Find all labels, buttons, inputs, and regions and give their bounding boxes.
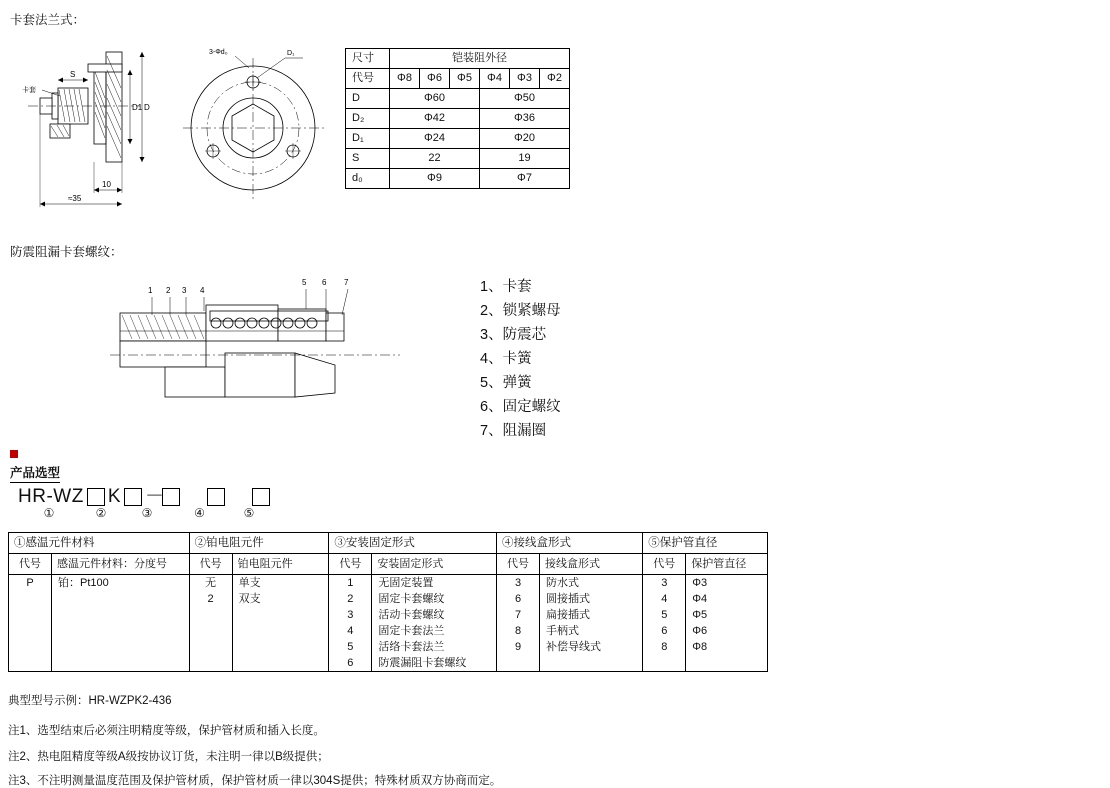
spec-col-3-codes	[329, 575, 372, 672]
legend-item-5: 5、弹簧	[480, 375, 532, 391]
spec-c4-code-4: 9	[514, 641, 522, 653]
spec-col-5-values	[686, 575, 768, 672]
spec-c4-val-4: 补偿导线式	[546, 641, 602, 653]
dim-code-3: Φ4	[480, 69, 510, 89]
spec-group-1: ①感温元件材料	[9, 533, 190, 554]
dim-row-left-4: Φ9	[390, 169, 480, 189]
dim-row-right-3: 19	[480, 149, 570, 169]
spec-c4-code-0: 3	[514, 577, 522, 589]
spec-subhdr-1-code: 代号	[9, 554, 52, 575]
spec-c4-val-0: 防水式	[546, 577, 580, 589]
spec-c4-val-2: 扁接插式	[546, 609, 591, 621]
svg-text:1: 1	[148, 286, 153, 295]
table-row	[346, 69, 570, 89]
spec-subhdr-5-code: 代号	[643, 554, 686, 575]
spec-col-1-values	[52, 575, 190, 672]
spec-c3-val-0: 无固定装置	[378, 577, 434, 589]
spec-c4-code-1: 6	[514, 593, 522, 605]
spec-c2-code-1: 2	[207, 593, 214, 605]
spec-col-2-codes	[189, 575, 232, 672]
spec-subhdr-2-code: 代号	[189, 554, 232, 575]
spec-c5-val-3: Φ6	[692, 625, 708, 637]
spec-c4-code-2: 7	[514, 609, 522, 621]
table-row	[346, 149, 570, 169]
legend-item-1: 1、卡套	[480, 279, 532, 295]
model-num-4: ④	[194, 506, 205, 520]
dim-row-right-1: Φ36	[480, 109, 570, 129]
svg-text:7: 7	[344, 278, 349, 287]
model-num-3: ③	[141, 506, 153, 520]
spec-c3-val-1: 固定卡套螺纹	[378, 593, 445, 605]
spec-c1-code-0: P	[26, 577, 34, 589]
dim-row-label-4: d₀	[346, 169, 390, 189]
dim-row-label-3: S	[346, 149, 390, 169]
spec-col-4-codes	[497, 575, 540, 672]
dim-header-armor: 铠装阻外径	[390, 49, 570, 69]
spec-col-2-values	[232, 575, 329, 672]
legend-item-4: 4、卡簧	[480, 351, 532, 367]
model-code-builder	[18, 481, 273, 508]
legend-item-3: 3、防震芯	[480, 327, 547, 343]
spec-c3-code-5: 6	[347, 657, 354, 669]
model-code-prefix: HR-WZ	[18, 486, 84, 507]
svg-text:4: 4	[200, 286, 205, 295]
dim-row-left-0: Φ60	[390, 89, 480, 109]
spec-c2-code-0: 无	[205, 577, 217, 589]
thread-section-title: 防震阻漏卡套螺纹：	[10, 245, 123, 259]
spec-group-5: ⑤保护管直径	[643, 533, 768, 554]
spec-col-3-values	[372, 575, 497, 672]
model-slot-3[interactable]	[162, 488, 180, 506]
spec-c5-code-4: 8	[661, 641, 668, 653]
spec-c3-code-3: 4	[347, 625, 354, 637]
spec-subhdr-1-value: 感温元件材料：分度号	[52, 554, 190, 575]
spec-subhdr-4-code: 代号	[497, 554, 540, 575]
table-row	[9, 575, 768, 672]
spec-col-1-codes	[9, 575, 52, 672]
dim-row-label-2: D₁	[346, 129, 390, 149]
svg-text:卡套: 卡套	[22, 87, 36, 94]
legend-item-7: 7、阻漏圈	[480, 423, 547, 439]
spec-c3-val-5: 防震漏阻卡套螺纹	[378, 657, 467, 669]
table-row	[346, 109, 570, 129]
spec-c3-code-0: 1	[347, 577, 354, 589]
spec-c5-code-1: 4	[661, 593, 668, 605]
model-num-1: ①	[43, 506, 55, 520]
svg-text:≈35: ≈35	[68, 194, 82, 203]
svg-text:3-Φd₀: 3-Φd₀	[209, 49, 228, 56]
dim-row-left-2: Φ24	[390, 129, 480, 149]
spec-c2-val-0: 单支	[238, 577, 261, 589]
model-slot-4[interactable]	[207, 488, 225, 506]
spec-c4-val-3: 手柄式	[546, 625, 580, 637]
spec-subhdr-3-code: 代号	[329, 554, 372, 575]
spec-col-5-codes	[643, 575, 686, 672]
svg-text:D1: D1	[132, 103, 143, 112]
table-row	[9, 554, 768, 575]
spec-c1-val-0: 铂：Pt100	[58, 577, 109, 589]
legend-item-2: 2、锁紧螺母	[480, 303, 561, 319]
svg-text:5: 5	[302, 278, 307, 287]
spec-subhdr-2-value: 铂电阻元件	[232, 554, 329, 575]
dim-code-5: Φ2	[540, 69, 570, 89]
spec-subhdr-4-value: 接线盒形式	[540, 554, 643, 575]
model-slot-1[interactable]	[87, 488, 105, 506]
thread-assembly-drawing	[110, 275, 410, 425]
svg-text:3: 3	[182, 286, 187, 295]
legend-item-6: 6、固定螺纹	[480, 399, 561, 415]
spec-c5-code-2: 5	[661, 609, 668, 621]
model-slot-5[interactable]	[252, 488, 270, 506]
dim-code-1: Φ6	[420, 69, 450, 89]
dim-row-right-0: Φ50	[480, 89, 570, 109]
red-bullet-marker	[10, 450, 18, 458]
dim-row-right-2: Φ20	[480, 129, 570, 149]
svg-text:10: 10	[102, 180, 111, 189]
spec-subhdr-3-value: 安装固定形式	[372, 554, 497, 575]
svg-text:D: D	[144, 103, 150, 112]
dim-row-label-0: D	[346, 89, 390, 109]
note-2: 注2、热电阻精度等级A级按协议订货，未注明一律以B级提供；	[8, 751, 329, 763]
table-row	[9, 533, 768, 554]
spec-subhdr-5-value: 保护管直径	[686, 554, 768, 575]
flange-front-view-drawing	[175, 28, 335, 213]
dim-row-left-1: Φ42	[390, 109, 480, 129]
spec-c5-val-4: Φ8	[692, 641, 708, 653]
dim-header-size: 尺寸	[346, 49, 390, 69]
dim-row-label-1: D₂	[346, 109, 390, 129]
svg-text:2: 2	[166, 286, 171, 295]
model-num-5: ⑤	[243, 506, 255, 520]
table-row	[346, 49, 570, 69]
model-code-mid: K	[107, 486, 121, 507]
table-row	[346, 129, 570, 149]
note-1: 注1、选型结束后必须注明精度等级，保护管材质和插入长度。	[8, 725, 325, 737]
model-num-2: ②	[95, 506, 107, 520]
model-spec-table	[8, 532, 768, 672]
svg-text:S: S	[70, 70, 76, 79]
dim-code-2: Φ5	[450, 69, 480, 89]
spec-c3-val-2: 活动卡套螺纹	[378, 609, 445, 621]
spec-col-4-values	[540, 575, 643, 672]
svg-text:D₁: D₁	[287, 50, 295, 57]
note-3: 注3、不注明测量温度范围及保护管材质，保护管材质一律以304S提供；特殊材质双方协商而定。	[8, 775, 502, 787]
dim-code-4: Φ3	[510, 69, 540, 89]
model-slot-numbers	[18, 506, 271, 520]
spec-c2-val-1: 双支	[238, 593, 261, 605]
dim-code-0: Φ8	[390, 69, 420, 89]
spec-group-2: ②铂电阻元件	[189, 533, 329, 554]
svg-text:6: 6	[322, 278, 327, 287]
spec-c5-code-0: 3	[661, 577, 668, 589]
spec-c5-val-1: Φ4	[692, 593, 708, 605]
typical-model-example: 典型型号示例：HR-WZPK2-436	[8, 695, 172, 707]
spec-group-3: ③安装固定形式	[329, 533, 497, 554]
spec-c3-code-4: 5	[347, 641, 354, 653]
dim-row-right-4: Φ7	[480, 169, 570, 189]
thread-parts-legend	[480, 275, 561, 443]
flange-section-title: 卡套法兰式：	[10, 13, 86, 27]
dimension-table	[345, 48, 570, 189]
model-slot-2[interactable]	[124, 488, 142, 506]
spec-c5-val-0: Φ3	[692, 577, 708, 589]
spec-c4-val-1: 圆接插式	[546, 593, 591, 605]
model-selection-heading: 产品选型	[10, 463, 60, 483]
model-dash: －	[145, 486, 165, 507]
spec-c4-code-3: 8	[514, 625, 522, 637]
spec-c3-code-2: 3	[347, 609, 354, 621]
table-row	[346, 89, 570, 109]
dim-row-left-3: 22	[390, 149, 480, 169]
spec-c3-code-1: 2	[347, 593, 354, 605]
spec-c3-val-4: 活络卡套法兰	[378, 641, 445, 653]
dim-code-label: 代号	[346, 69, 390, 89]
spec-c5-val-2: Φ5	[692, 609, 708, 621]
table-row	[346, 169, 570, 189]
spec-c3-val-3: 固定卡套法兰	[378, 625, 445, 637]
spec-c5-code-3: 6	[661, 625, 668, 637]
spec-group-4: ④接线盒形式	[497, 533, 643, 554]
